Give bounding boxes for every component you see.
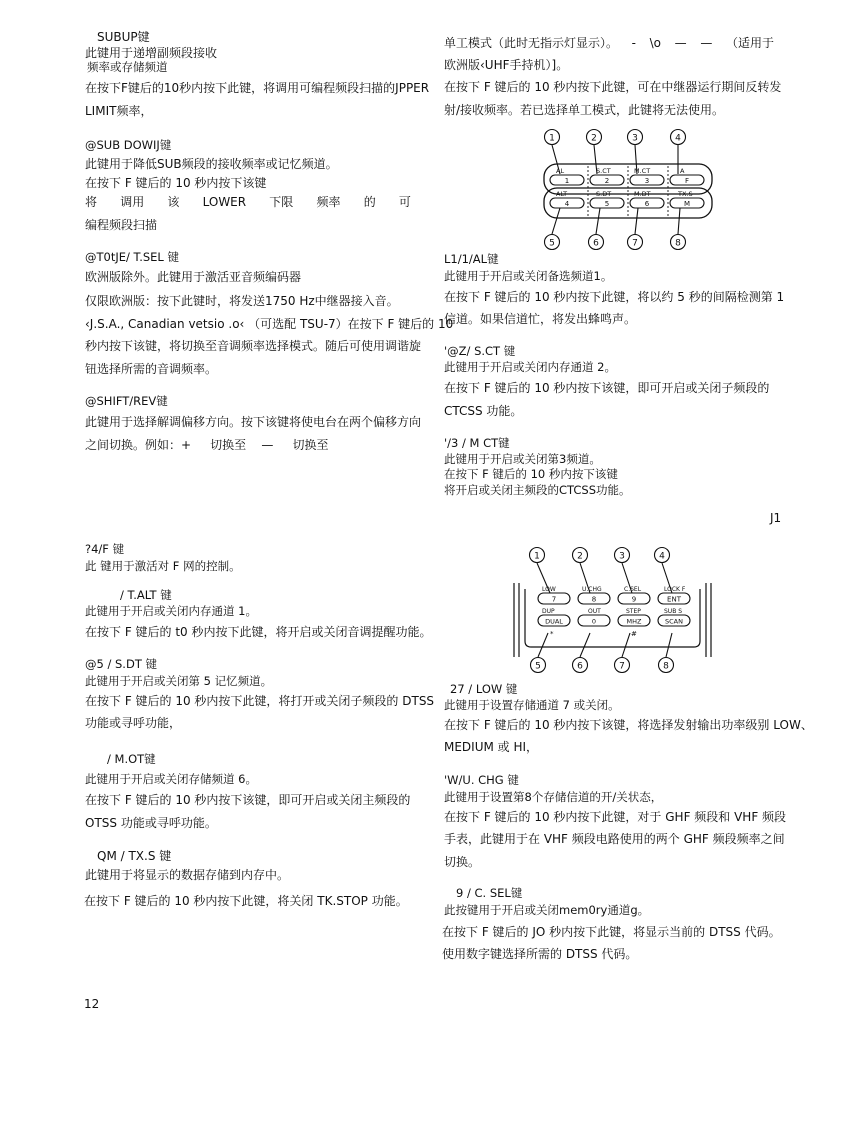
mct-line3: 将开启或关闭主频段的CTCSS功能。	[444, 483, 631, 497]
low-line3: MEDIUM 或 HI，	[444, 740, 539, 754]
f4-title: ?4/F 键	[85, 542, 125, 556]
top-word: （适用于	[725, 36, 774, 50]
top-line2: 欧洲版‹UHF手持机）]。	[444, 58, 569, 72]
top-word: \o	[649, 36, 662, 50]
talt-line1: 此键用于开启或关闭内存通道 1。	[85, 604, 257, 618]
key-label: LOCK F	[664, 586, 686, 593]
callouts-bottom	[531, 633, 674, 673]
al-title: L1/1/AL键	[444, 252, 499, 266]
callout-num: 5	[535, 661, 541, 672]
keypad-diagram-2	[510, 545, 715, 673]
subdown-word: 下限	[269, 195, 294, 209]
subdown-word: 可	[398, 195, 411, 209]
figure-tag: J1	[770, 511, 782, 525]
key-text: M	[683, 200, 691, 208]
sdt-line3: 功能或寻呼功能，	[85, 716, 182, 730]
shift-title: @SHIFT/REV键	[85, 394, 168, 408]
tone-line4: 秒内按下该键，将切换至音调频率选择模式。随后可使用调谐旋	[85, 339, 422, 353]
subdown-word: LOWER	[202, 195, 247, 209]
sct-line2: 在按下 F 键后的 10 秒内按下该键，即可开启或关闭子频段的	[444, 381, 770, 395]
shift-line2: 之间切换。例如：+ 切换至 — 切换至	[85, 438, 329, 452]
key-label: #	[631, 630, 637, 638]
key-label: STEP	[626, 608, 641, 615]
callout-num: 3	[619, 551, 625, 562]
key-label: TX.S	[678, 190, 693, 198]
subdown-line2: 在按下 F 键后的 10 秒内按下该键	[85, 176, 267, 190]
mot-line3: OTSS 功能或寻呼功能。	[85, 816, 217, 830]
callout-num: 1	[549, 133, 555, 144]
subdown-title: @SUB DOWIJ键	[85, 138, 172, 152]
chg-line1: 此键用于设置第8个存储信道的开/关状态，	[444, 790, 663, 804]
key-label: AL	[556, 167, 565, 175]
csel-line3: 使用数字键选择所需的 DTSS 代码。	[442, 947, 638, 961]
top-line1	[444, 37, 774, 49]
chg-line4: 切换。	[444, 855, 481, 869]
callout-num: 2	[577, 551, 583, 562]
top-word: —	[674, 36, 687, 50]
chg-line3: 手表，此键用于在 VHF 频段电路使用的两个 GHF 频段频率之间	[444, 832, 785, 846]
low-line1: 此键用于设置存储通道 7 或关闭。	[444, 698, 620, 712]
subdown-word: 频率	[316, 195, 341, 209]
chg-title: 'W/U. CHG 键	[444, 773, 519, 787]
talt-title: / T.ALT 键	[120, 588, 172, 602]
subdown-word: 的	[363, 195, 376, 209]
tone-title: @T0tJE/ T.SEL 键	[85, 250, 179, 264]
sct-line1: 此键用于开启或关闭内存通道 2。	[444, 360, 616, 374]
mct-title: '/3 / M CT键	[444, 436, 510, 450]
top-word: —	[700, 36, 713, 50]
page-number: 12	[84, 997, 100, 1011]
callout-num: 2	[591, 133, 597, 144]
subdown-line1: 此键用于降低SUB频段的接收频率或记忆频道。	[85, 157, 338, 171]
key-text: 3	[644, 177, 650, 185]
sct-line3: CTCSS 功能。	[444, 404, 523, 418]
key-label: S.CT	[596, 167, 611, 175]
callouts-top	[545, 130, 686, 175]
key-label: LOW	[542, 586, 556, 593]
key-text: 9	[631, 595, 637, 604]
key-text: 0	[591, 617, 597, 626]
subdown-line3	[85, 196, 411, 208]
key-text: SCAN	[665, 617, 683, 626]
subdown-line4: 编程频段扫描	[85, 218, 158, 232]
subdown-word: 该	[167, 195, 180, 209]
key-text: ENT	[667, 595, 681, 604]
key-text: 8	[591, 595, 597, 604]
key-label: S.DT	[596, 190, 612, 198]
key-label: SUB S	[664, 608, 683, 615]
top-word: -	[631, 36, 636, 50]
subup-title: SUBUP键	[97, 30, 150, 44]
csel-line2: 在按下 F 键后的 JO 秒内按下此键，将显示当前的 DTSS 代码。	[442, 925, 781, 939]
keypad-diagram-1	[530, 126, 720, 252]
tone-line3: ‹J.S.A., Canadian vetsio .o‹ （可选配 TSU-7）在按下 F 键后的 10	[85, 317, 454, 331]
key-text: 4	[564, 200, 570, 208]
key-text: DUAL	[545, 617, 563, 626]
key-label: C.SEL	[624, 586, 642, 593]
tone-line1: 欧洲版除外。此键用于激活亚音频编码器	[85, 270, 302, 284]
qm-line1: 此键用于将显示的数据存储到内存中。	[85, 868, 290, 882]
key-label: M.CT	[634, 167, 651, 175]
shift-line1: 此键用于选择解调偏移方向。按下该键将使电台在两个偏移方向	[85, 415, 422, 429]
key-label: *	[550, 630, 554, 638]
subup-line1: 此键用于递增副频段接收	[85, 46, 218, 60]
csel-title: 9 / C. SEL键	[456, 886, 523, 900]
subdown-word: 调用	[120, 195, 145, 209]
key-text: MHZ	[626, 617, 642, 626]
subdown-word: 将	[85, 195, 98, 209]
subup-line3: 在按下F键后的10秒内按下此键，将调用可编程频段扫描的JPPER	[85, 81, 430, 95]
top-line3: 在按下 F 键后的 10 秒内按下此键，可在中继器运行期间反转发	[444, 80, 782, 94]
key-label: ALT	[556, 190, 568, 198]
subup-line2: 频率或存储频道	[87, 60, 168, 74]
callout-num: 5	[549, 238, 555, 249]
callout-num: 4	[659, 551, 665, 562]
talt-line2: 在按下 F 键后的 t0 秒内按下此键，将开启或关闭音调提醒功能。	[85, 625, 432, 639]
callout-num: 8	[675, 238, 681, 249]
callout-num: 7	[619, 661, 625, 672]
key-text: 2	[604, 177, 610, 185]
mot-title: / M.OT键	[107, 752, 156, 766]
key-label: A	[680, 167, 685, 175]
mot-line2: 在按下 F 键后的 10 秒内按下该键，即可开启或关闭主频段的	[85, 793, 411, 807]
chg-line2: 在按下 F 键后的 10 秒内按下此键，对于 GHF 频段和 VHF 频段	[444, 810, 787, 824]
tone-line2: 仅限欧洲版：按下此键时，将发送1750 Hz中继器接入音。	[85, 294, 399, 308]
callouts-bottom	[545, 208, 686, 250]
top-word: 单工模式（此时无指示灯显示）。	[444, 36, 619, 50]
f4-line1: 此 键用于激活对 F 网的控制。	[85, 559, 241, 573]
sdt-title: @5 / S.DT 键	[85, 657, 157, 671]
key-label: DUP	[542, 608, 555, 615]
key-label: U.CHG	[582, 586, 602, 593]
key-label: OUT	[588, 608, 601, 615]
key-text: F	[684, 177, 690, 185]
qm-title: QM / TX.S 键	[97, 849, 172, 863]
callout-num: 6	[577, 661, 583, 672]
low-title: 27 / LOW 键	[450, 682, 518, 696]
mot-line1: 此键用于开启或关闭存储频道 6。	[85, 772, 257, 786]
top-line4: 射/接收频率。若已选择单工模式，此键将无法使用。	[444, 103, 725, 117]
al-line2: 在按下 F 键后的 10 秒内按下此键，将以约 5 秒的间隔检测第 1	[444, 290, 785, 304]
callout-num: 6	[593, 238, 599, 249]
key-text: 6	[644, 200, 650, 208]
qm-line2: 在按下 F 键后的 10 秒内按下此键，将关闭 TK.STOP 功能。	[84, 894, 408, 908]
callout-num: 3	[632, 133, 638, 144]
mct-line2: 在按下 F 键后的 10 秒内按下该键	[444, 467, 618, 481]
key-text: 5	[604, 200, 610, 208]
low-line2: 在按下 F 键后的 10 秒内按下该键，将选择发射输出功率级别 LOW、	[444, 718, 813, 732]
callout-num: 4	[675, 133, 681, 144]
subup-line4: LIMIT频率，	[85, 104, 153, 118]
al-line1: 此键用于开启或关闭备选频道1。	[444, 269, 613, 283]
tone-line5: 钮选择所需的音调频率。	[85, 362, 218, 376]
mct-line1: 此键用于开启或关闭第3频道。	[444, 452, 601, 466]
callout-num: 1	[534, 551, 540, 562]
key-text: 1	[564, 177, 570, 185]
sct-title: '@Z/ S.CT 键	[444, 344, 516, 358]
key-text: 7	[551, 595, 557, 604]
sdt-line1: 此键用于开启或关闭第 5 记忆频道。	[85, 674, 273, 688]
callout-num: 8	[663, 661, 669, 672]
key-label: M.DT	[634, 190, 651, 198]
callout-num: 7	[632, 238, 638, 249]
sdt-line2: 在按下 F 键后的 10 秒内按下此键，将打开或关闭子频段的 DTSS	[85, 694, 435, 708]
csel-line1: 此按键用于开启或关闭mem0ry通道g。	[444, 903, 650, 917]
al-line3: 信道。如果信道忙，将发出蜂鸣声。	[444, 312, 637, 326]
